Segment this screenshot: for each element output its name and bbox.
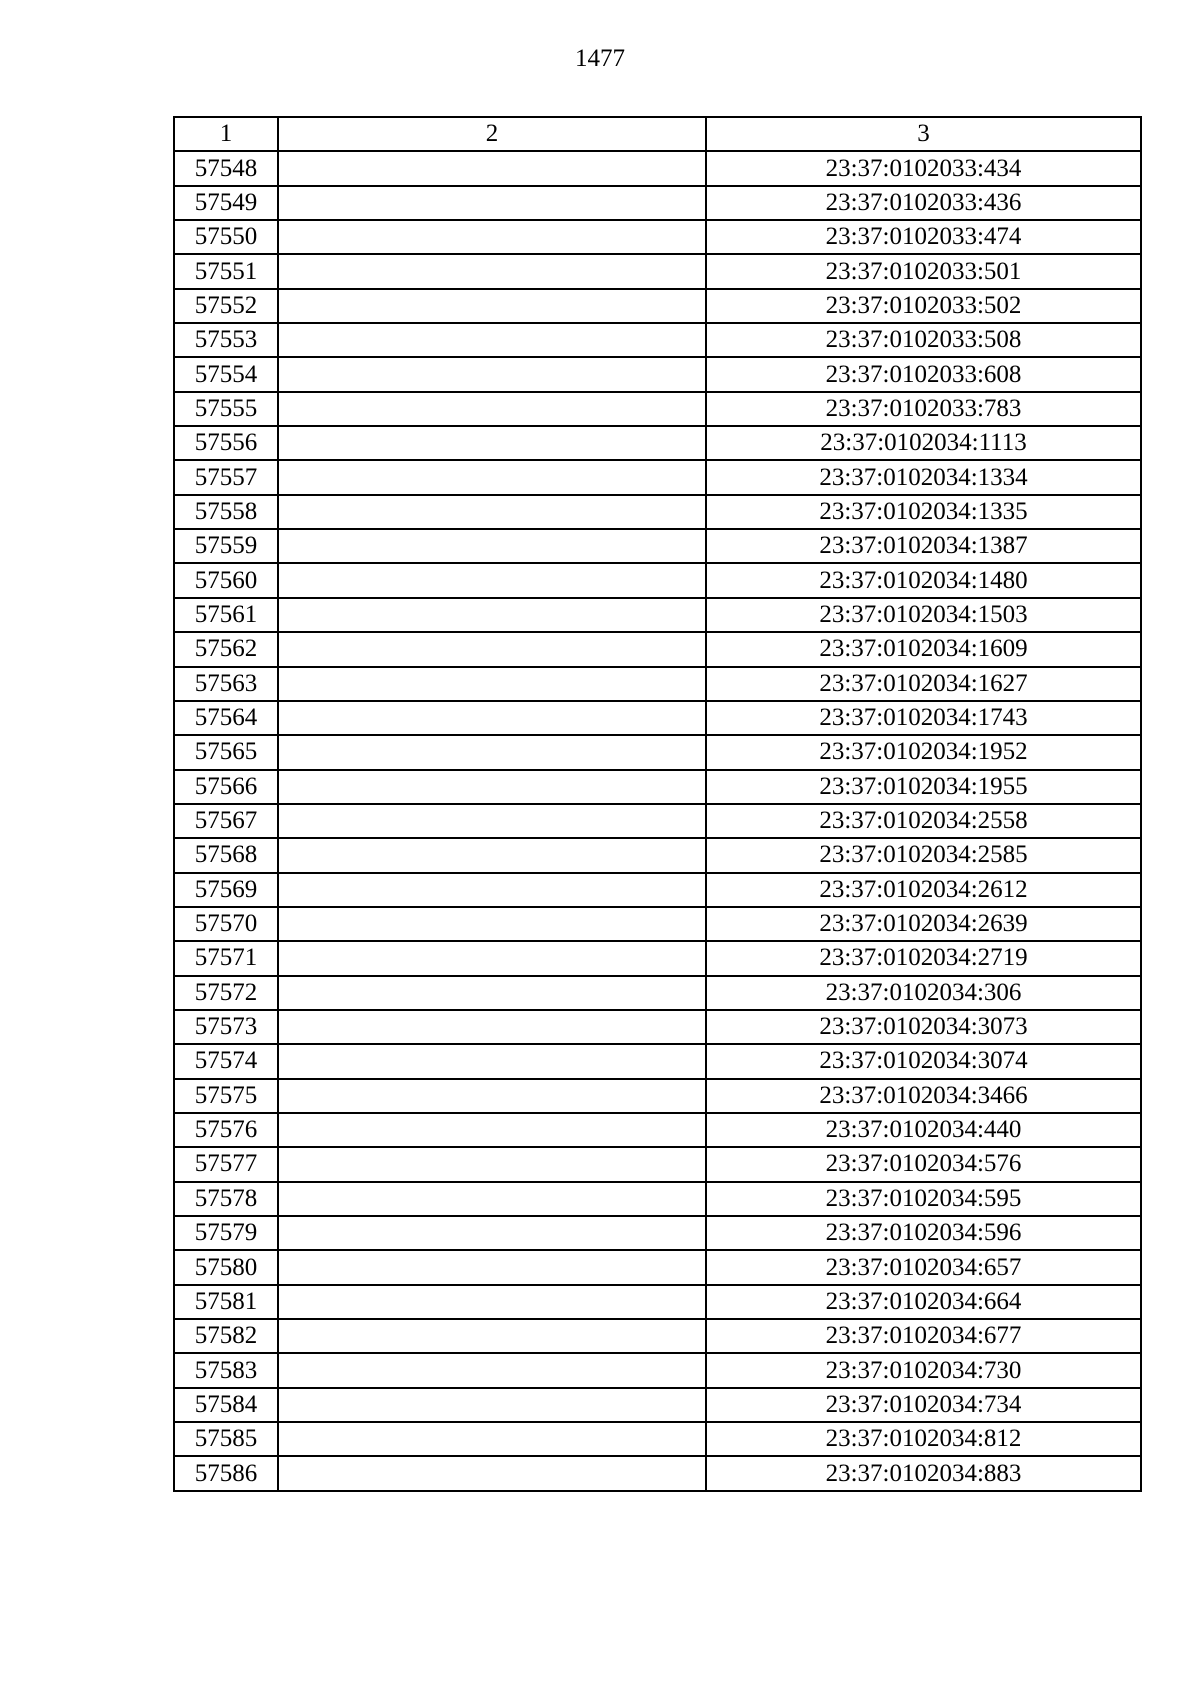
cadastral-number-cell: 23:37:0102034:1609 <box>706 632 1141 666</box>
name-cell <box>278 1456 706 1490</box>
cadastral-number-cell: 23:37:0102033:474 <box>706 220 1141 254</box>
name-cell <box>278 1079 706 1113</box>
table-row <box>174 529 1141 563</box>
row-number-cell: 57580 <box>174 1250 278 1284</box>
name-cell <box>278 323 706 357</box>
name-cell <box>278 976 706 1010</box>
name-cell <box>278 667 706 701</box>
row-number-cell: 57564 <box>174 701 278 735</box>
table-row <box>174 1250 1141 1284</box>
name-cell <box>278 357 706 391</box>
name-cell <box>278 460 706 494</box>
cadastral-number-cell: 23:37:0102034:1334 <box>706 460 1141 494</box>
name-cell <box>278 1250 706 1284</box>
row-number-cell: 57575 <box>174 1079 278 1113</box>
table-row <box>174 1422 1141 1456</box>
row-number-cell: 57554 <box>174 357 278 391</box>
table-row <box>174 460 1141 494</box>
cadastral-number-cell: 23:37:0102034:306 <box>706 976 1141 1010</box>
table-row <box>174 254 1141 288</box>
cadastral-number-cell: 23:37:0102034:657 <box>706 1250 1141 1284</box>
table-row <box>174 701 1141 735</box>
cadastral-number-cell: 23:37:0102034:1743 <box>706 701 1141 735</box>
table-row <box>174 667 1141 701</box>
name-cell <box>278 392 706 426</box>
cadastral-number-cell: 23:37:0102034:2558 <box>706 804 1141 838</box>
table-row <box>174 563 1141 597</box>
name-cell <box>278 151 706 185</box>
name-cell <box>278 1422 706 1456</box>
cadastral-number-cell: 23:37:0102034:883 <box>706 1456 1141 1490</box>
cadastral-number-cell: 23:37:0102034:576 <box>706 1147 1141 1181</box>
row-number-cell: 57569 <box>174 873 278 907</box>
row-number-cell: 57558 <box>174 495 278 529</box>
name-cell <box>278 1113 706 1147</box>
name-cell <box>278 289 706 323</box>
row-number-cell: 57585 <box>174 1422 278 1456</box>
cadastral-number-cell: 23:37:0102034:1480 <box>706 563 1141 597</box>
table-row <box>174 907 1141 941</box>
table-row <box>174 804 1141 838</box>
table-row <box>174 598 1141 632</box>
column-header-3: 3 <box>706 117 1141 151</box>
row-number-cell: 57555 <box>174 392 278 426</box>
name-cell <box>278 1353 706 1387</box>
cadastral-number-cell: 23:37:0102034:3074 <box>706 1044 1141 1078</box>
name-cell <box>278 1010 706 1044</box>
column-header-1: 1 <box>174 117 278 151</box>
table-body <box>174 151 1141 1490</box>
cadastral-number-cell: 23:37:0102033:608 <box>706 357 1141 391</box>
name-cell <box>278 495 706 529</box>
name-cell <box>278 1319 706 1353</box>
row-number-cell: 57553 <box>174 323 278 357</box>
name-cell <box>278 770 706 804</box>
table-row <box>174 941 1141 975</box>
row-number-cell: 57572 <box>174 976 278 1010</box>
cadastral-number-cell: 23:37:0102034:1952 <box>706 735 1141 769</box>
name-cell <box>278 941 706 975</box>
name-cell <box>278 1216 706 1250</box>
row-number-cell: 57573 <box>174 1010 278 1044</box>
table-row <box>174 1456 1141 1490</box>
cadastral-number-cell: 23:37:0102034:734 <box>706 1388 1141 1422</box>
cadastral-number-cell: 23:37:0102033:501 <box>706 254 1141 288</box>
row-number-cell: 57583 <box>174 1353 278 1387</box>
table-row <box>174 1044 1141 1078</box>
cadastral-number-cell: 23:37:0102034:596 <box>706 1216 1141 1250</box>
row-number-cell: 57582 <box>174 1319 278 1353</box>
row-number-cell: 57551 <box>174 254 278 288</box>
row-number-cell: 57552 <box>174 289 278 323</box>
page-number: 1477 <box>575 45 625 72</box>
cadastral-number-cell: 23:37:0102034:3073 <box>706 1010 1141 1044</box>
cadastral-number-cell: 23:37:0102033:502 <box>706 289 1141 323</box>
row-number-cell: 57586 <box>174 1456 278 1490</box>
table-row <box>174 838 1141 872</box>
cadastral-number-cell: 23:37:0102034:3466 <box>706 1079 1141 1113</box>
row-number-cell: 57578 <box>174 1182 278 1216</box>
row-number-cell: 57576 <box>174 1113 278 1147</box>
table-row <box>174 323 1141 357</box>
table-row <box>174 1113 1141 1147</box>
row-number-cell: 57577 <box>174 1147 278 1181</box>
table-row <box>174 220 1141 254</box>
cadastral-number-cell: 23:37:0102034:2639 <box>706 907 1141 941</box>
table-row <box>174 632 1141 666</box>
table-row <box>174 976 1141 1010</box>
cadastral-number-cell: 23:37:0102034:2585 <box>706 838 1141 872</box>
name-cell <box>278 254 706 288</box>
name-cell <box>278 1147 706 1181</box>
cadastral-number-cell: 23:37:0102034:664 <box>706 1285 1141 1319</box>
table-row <box>174 1353 1141 1387</box>
name-cell <box>278 838 706 872</box>
table-row <box>174 426 1141 460</box>
table-row <box>174 873 1141 907</box>
table-row <box>174 495 1141 529</box>
row-number-cell: 57556 <box>174 426 278 460</box>
table-row <box>174 1216 1141 1250</box>
name-cell <box>278 1182 706 1216</box>
cadastral-number-cell: 23:37:0102034:1387 <box>706 529 1141 563</box>
row-number-cell: 57568 <box>174 838 278 872</box>
table-row <box>174 735 1141 769</box>
row-number-cell: 57557 <box>174 460 278 494</box>
row-number-cell: 57561 <box>174 598 278 632</box>
name-cell <box>278 907 706 941</box>
cadastral-number-cell: 23:37:0102034:2719 <box>706 941 1141 975</box>
column-header-2: 2 <box>278 117 706 151</box>
name-cell <box>278 1285 706 1319</box>
row-number-cell: 57565 <box>174 735 278 769</box>
cadastral-number-cell: 23:37:0102034:812 <box>706 1422 1141 1456</box>
name-cell <box>278 220 706 254</box>
table-row <box>174 186 1141 220</box>
table-row <box>174 770 1141 804</box>
table-row <box>174 289 1141 323</box>
cadastral-number-cell: 23:37:0102034:677 <box>706 1319 1141 1353</box>
name-cell <box>278 426 706 460</box>
row-number-cell: 57574 <box>174 1044 278 1078</box>
cadastral-number-cell: 23:37:0102034:440 <box>706 1113 1141 1147</box>
cadastral-number-cell: 23:37:0102033:434 <box>706 151 1141 185</box>
row-number-cell: 57566 <box>174 770 278 804</box>
name-cell <box>278 632 706 666</box>
row-number-cell: 57571 <box>174 941 278 975</box>
row-number-cell: 57570 <box>174 907 278 941</box>
cadastral-number-cell: 23:37:0102034:1503 <box>706 598 1141 632</box>
table-row <box>174 1285 1141 1319</box>
name-cell <box>278 598 706 632</box>
cadastral-number-cell: 23:37:0102033:508 <box>706 323 1141 357</box>
name-cell <box>278 1388 706 1422</box>
cadastral-number-cell: 23:37:0102034:1113 <box>706 426 1141 460</box>
row-number-cell: 57550 <box>174 220 278 254</box>
table-row <box>174 1388 1141 1422</box>
name-cell <box>278 1044 706 1078</box>
table-row <box>174 1182 1141 1216</box>
name-cell <box>278 529 706 563</box>
row-number-cell: 57559 <box>174 529 278 563</box>
row-number-cell: 57562 <box>174 632 278 666</box>
table-header-row <box>174 117 1141 151</box>
table-row <box>174 1010 1141 1044</box>
cadastral-number-cell: 23:37:0102033:783 <box>706 392 1141 426</box>
table-row <box>174 1079 1141 1113</box>
name-cell <box>278 701 706 735</box>
row-number-cell: 57560 <box>174 563 278 597</box>
row-number-cell: 57548 <box>174 151 278 185</box>
table-row <box>174 1147 1141 1181</box>
cadastral-table <box>173 116 1142 1492</box>
row-number-cell: 57579 <box>174 1216 278 1250</box>
table-row <box>174 151 1141 185</box>
row-number-cell: 57567 <box>174 804 278 838</box>
cadastral-number-cell: 23:37:0102034:595 <box>706 1182 1141 1216</box>
cadastral-number-cell: 23:37:0102034:2612 <box>706 873 1141 907</box>
row-number-cell: 57549 <box>174 186 278 220</box>
cadastral-number-cell: 23:37:0102034:1627 <box>706 667 1141 701</box>
cadastral-number-cell: 23:37:0102034:730 <box>706 1353 1141 1387</box>
table-row <box>174 357 1141 391</box>
cadastral-number-cell: 23:37:0102034:1335 <box>706 495 1141 529</box>
row-number-cell: 57581 <box>174 1285 278 1319</box>
name-cell <box>278 873 706 907</box>
name-cell <box>278 186 706 220</box>
row-number-cell: 57563 <box>174 667 278 701</box>
name-cell <box>278 563 706 597</box>
table-row <box>174 392 1141 426</box>
name-cell <box>278 735 706 769</box>
name-cell <box>278 804 706 838</box>
table-row <box>174 1319 1141 1353</box>
row-number-cell: 57584 <box>174 1388 278 1422</box>
cadastral-number-cell: 23:37:0102033:436 <box>706 186 1141 220</box>
cadastral-number-cell: 23:37:0102034:1955 <box>706 770 1141 804</box>
